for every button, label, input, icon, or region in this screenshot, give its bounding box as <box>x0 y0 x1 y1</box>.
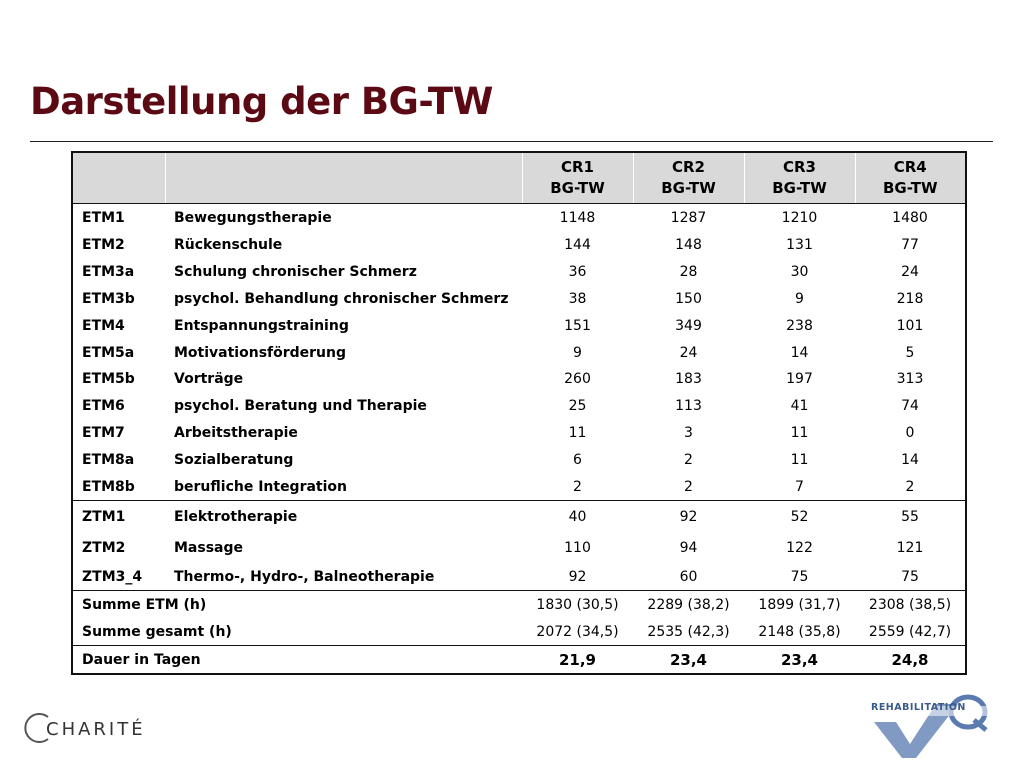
cell-value: 92 <box>633 501 744 533</box>
cell-value: 1899 (31,7) <box>744 591 855 618</box>
bg-tw-table <box>71 151 967 675</box>
row-label: berufliche Integration <box>174 478 348 495</box>
cell-value: 1480 <box>892 209 928 226</box>
cell-value: 2 <box>573 478 582 495</box>
row-label: Schulung chronischer Schmerz <box>174 263 417 280</box>
cell-value: 11 <box>790 425 809 442</box>
row-code: ZTM2 <box>82 539 126 556</box>
cell-value: 24 <box>679 344 698 361</box>
row-code: ETM5a <box>82 344 135 361</box>
header-cr4: CR4 BG-TW <box>855 152 966 204</box>
table-row <box>72 393 966 420</box>
cell-value: 2148 (35,8) <box>758 623 841 640</box>
table-row <box>72 285 966 312</box>
cell-value: 2535 (42,3) <box>647 623 730 640</box>
row-label: Arbeitstherapie <box>174 425 298 442</box>
cell-value: 9 <box>795 290 804 307</box>
cell-value: 131 <box>786 236 813 253</box>
cell-value: 1830 (30,5) <box>522 591 633 618</box>
cell-value: 30 <box>790 263 809 280</box>
reha-qs-logo <box>866 690 992 760</box>
reha-logo-text: REHABILITATION <box>871 702 966 713</box>
cell-value: 24 <box>901 263 919 280</box>
row-code: ZTM1 <box>72 501 165 533</box>
summary-row-total <box>72 618 966 645</box>
row-code: ETM3b <box>82 290 135 307</box>
table-row <box>72 258 966 285</box>
row-label: Vorträge <box>174 371 244 388</box>
row-label: Thermo-, Hydro-, Balneotherapie <box>174 568 435 585</box>
cell-value: 2 <box>684 478 693 495</box>
cell-value: 5 <box>905 344 915 361</box>
cell-value: 14 <box>901 452 919 469</box>
row-code: ETM3a <box>82 263 135 280</box>
cell-value: 1210 <box>781 209 818 226</box>
cell-value: 21,9 <box>522 646 633 674</box>
duration-label: Dauer in Tagen <box>72 646 522 674</box>
cell-value: 2 <box>684 452 693 469</box>
row-label: psychol. Beratung und Therapie <box>174 398 427 415</box>
row-code: ETM6 <box>82 398 125 415</box>
cell-value: 0 <box>905 425 915 442</box>
cell-value: 55 <box>855 501 966 533</box>
cell-value: 60 <box>679 568 698 585</box>
table-row <box>72 339 966 366</box>
cell-value: 40 <box>522 501 633 533</box>
cell-value: 349 <box>675 317 702 334</box>
cell-value: 183 <box>675 371 702 388</box>
row-code: ZTM3_4 <box>82 568 143 585</box>
header-empty-code <box>72 152 165 204</box>
cell-value: 313 <box>896 371 924 388</box>
cell-value: 24,8 <box>855 646 966 674</box>
cell-value: 1287 <box>670 209 707 226</box>
cell-value: 2308 (38,5) <box>855 591 966 618</box>
duration-row <box>72 646 966 674</box>
title-divider <box>30 141 993 142</box>
reha-qs-logo-icon <box>866 690 992 760</box>
cell-value: 23,4 <box>633 646 744 674</box>
summary-row-etm <box>72 591 966 618</box>
table-row <box>72 474 966 501</box>
header-cr2: CR2 BG-TW <box>633 152 744 204</box>
slide-title: Darstellung der BG-TW <box>30 80 493 123</box>
header-empty-label <box>165 152 522 204</box>
cell-value: 77 <box>901 236 919 253</box>
table-row <box>72 232 966 259</box>
row-code: ETM1 <box>82 209 125 226</box>
cell-value: 7 <box>795 478 804 495</box>
summary-label: Summe gesamt (h) <box>82 623 232 640</box>
cell-value: 238 <box>786 317 813 334</box>
cell-value: 144 <box>564 236 591 253</box>
table-row <box>72 204 966 232</box>
table-row <box>72 563 966 590</box>
row-label: psychol. Behandlung chronischer Schmerz <box>174 290 509 307</box>
table-row <box>72 312 966 339</box>
row-code: ETM4 <box>82 317 125 334</box>
row-code: ETM7 <box>82 425 125 442</box>
cell-value: 3 <box>684 425 693 442</box>
cell-value: 2559 (42,7) <box>868 623 952 640</box>
cell-value: 11 <box>790 452 809 469</box>
cell-value: 52 <box>744 501 855 533</box>
cell-value: 25 <box>568 398 587 415</box>
cell-value: 75 <box>790 568 809 585</box>
row-label: Sozialberatung <box>174 452 294 469</box>
cell-value: 148 <box>675 236 702 253</box>
row-label: Massage <box>174 539 244 556</box>
cell-value: 150 <box>675 290 702 307</box>
cell-value: 2289 (38,2) <box>633 591 744 618</box>
cell-value: 260 <box>564 371 591 388</box>
table-row <box>72 532 966 563</box>
cell-value: 2072 (34,5) <box>536 623 619 640</box>
row-label: Bewegungstherapie <box>174 209 332 226</box>
row-code: ETM2 <box>82 236 125 253</box>
cell-value: 113 <box>675 398 702 415</box>
cell-value: 1148 <box>559 209 596 226</box>
charite-logo <box>18 711 146 745</box>
row-code: ETM5b <box>82 371 135 388</box>
charite-logo-text: CHARITÉ <box>46 719 146 740</box>
row-label: Entspannungstraining <box>174 317 349 334</box>
table-row <box>72 366 966 393</box>
row-label: Rückenschule <box>174 236 283 253</box>
row-code: ETM8b <box>82 478 135 495</box>
cell-value: 2 <box>905 478 915 495</box>
cell-value: 9 <box>573 344 582 361</box>
summary-label: Summe ETM (h) <box>72 591 522 618</box>
cell-value: 101 <box>896 317 924 334</box>
cell-value: 197 <box>786 371 813 388</box>
row-code: ETM8a <box>82 452 135 469</box>
table-header-row <box>72 152 966 204</box>
header-cr1: CR1 BG-TW <box>522 152 633 204</box>
cell-value: 23,4 <box>744 646 855 674</box>
cell-value: 36 <box>568 263 587 280</box>
table-row <box>72 447 966 474</box>
cell-value: 121 <box>896 539 924 556</box>
table-row <box>72 420 966 447</box>
header-cr3: CR3 BG-TW <box>744 152 855 204</box>
table-row <box>72 501 966 533</box>
cell-value: 75 <box>901 568 919 585</box>
cell-value: 38 <box>568 290 587 307</box>
cell-value: 11 <box>568 425 587 442</box>
cell-value: 6 <box>573 452 582 469</box>
cell-value: 94 <box>679 539 698 556</box>
cell-value: 14 <box>790 344 809 361</box>
cell-value: 151 <box>564 317 591 334</box>
cell-value: 74 <box>901 398 919 415</box>
row-label: Motivationsförderung <box>174 344 347 361</box>
cell-value: 92 <box>568 568 587 585</box>
row-label: Elektrotherapie <box>165 501 522 533</box>
cell-value: 110 <box>564 539 591 556</box>
cell-value: 218 <box>896 290 924 307</box>
cell-value: 28 <box>679 263 698 280</box>
cell-value: 41 <box>790 398 809 415</box>
cell-value: 122 <box>786 539 813 556</box>
